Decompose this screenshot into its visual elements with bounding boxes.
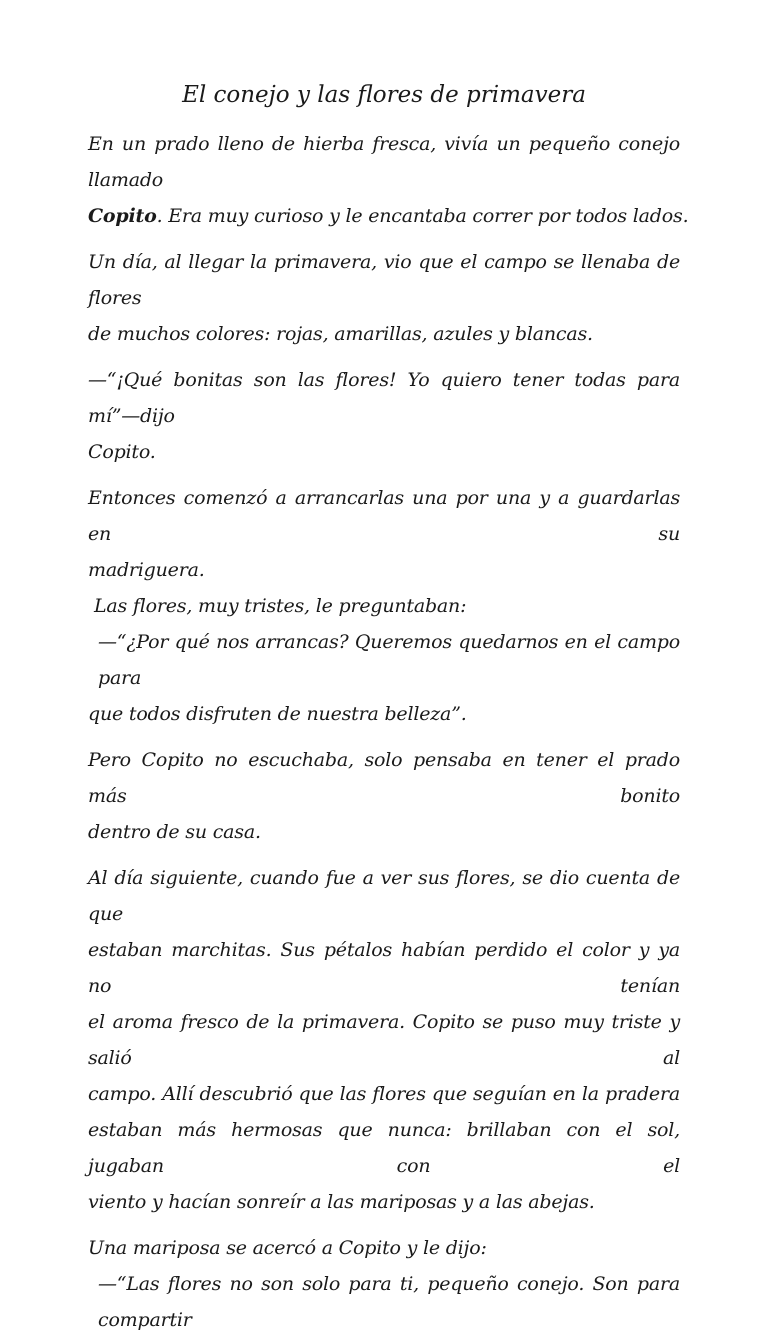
text-line: dentro de su casa. xyxy=(88,821,261,843)
text-line: —“¿Por qué nos arrancas? Queremos quedarnos en el campo para xyxy=(98,631,680,689)
paragraph-3 xyxy=(88,362,680,470)
text-line xyxy=(88,198,689,234)
text-line: Copito. xyxy=(88,441,156,463)
text-fragment: . Era muy curioso y le encantaba correr por todos lados. xyxy=(156,205,689,227)
text-line: de muchos colores: rojas, amarillas, azules y blancas. xyxy=(88,323,593,345)
text-line: —“¡Qué bonitas son las flores! Yo quiero tener todas para mí”—dijo xyxy=(88,369,680,427)
text-line: Entonces comenzó a arrancarlas una por una y a guardarlas en su xyxy=(88,487,680,545)
paragraph-4 xyxy=(88,480,680,732)
text-line: madriguera. xyxy=(88,559,205,581)
text-line: Las flores, muy tristes, le preguntaban: xyxy=(94,595,467,617)
text-line: Un día, al llegar la primavera, vio que el campo se llenaba de flores xyxy=(88,251,680,309)
story-title: El conejo y las flores de primavera xyxy=(182,82,586,108)
text-line: que todos disfruten de nuestra belleza”. xyxy=(88,703,467,725)
text-line: —“Las flores no son solo para ti, pequeño conejo. Son para compartir xyxy=(98,1273,680,1331)
text-line: el aroma fresco de la primavera. Copito se puso muy triste y salió al xyxy=(88,1011,680,1069)
paragraph-6 xyxy=(88,860,680,1220)
text-line: estaban más hermosas que nunca: brillaban con el sol, jugaban con el xyxy=(88,1119,680,1177)
text-line: Al día siguiente, cuando fue a ver sus flores, se dio cuenta de que xyxy=(88,867,680,925)
text-line: Pero Copito no escuchaba, solo pensaba en tener el prado más bonito xyxy=(88,749,680,807)
paragraph-2 xyxy=(88,244,680,352)
text-line: viento y hacían sonreír a las mariposas y a las abejas. xyxy=(88,1191,595,1213)
character-name: Copito xyxy=(88,205,157,227)
text-line: estaban marchitas. Sus pétalos habían perdido el color y ya no tenían xyxy=(88,939,680,997)
text-line: campo. Allí descubrió que las flores que seguían en la pradera xyxy=(88,1083,680,1105)
paragraph-7 xyxy=(88,1230,680,1338)
paragraph-1 xyxy=(88,126,689,234)
text-line: Una mariposa se acercó a Copito y le dijo: xyxy=(88,1237,487,1259)
text-line: En un prado lleno de hierba fresca, vivía un pequeño conejo llamado xyxy=(88,133,680,191)
paragraph-5 xyxy=(88,742,680,850)
